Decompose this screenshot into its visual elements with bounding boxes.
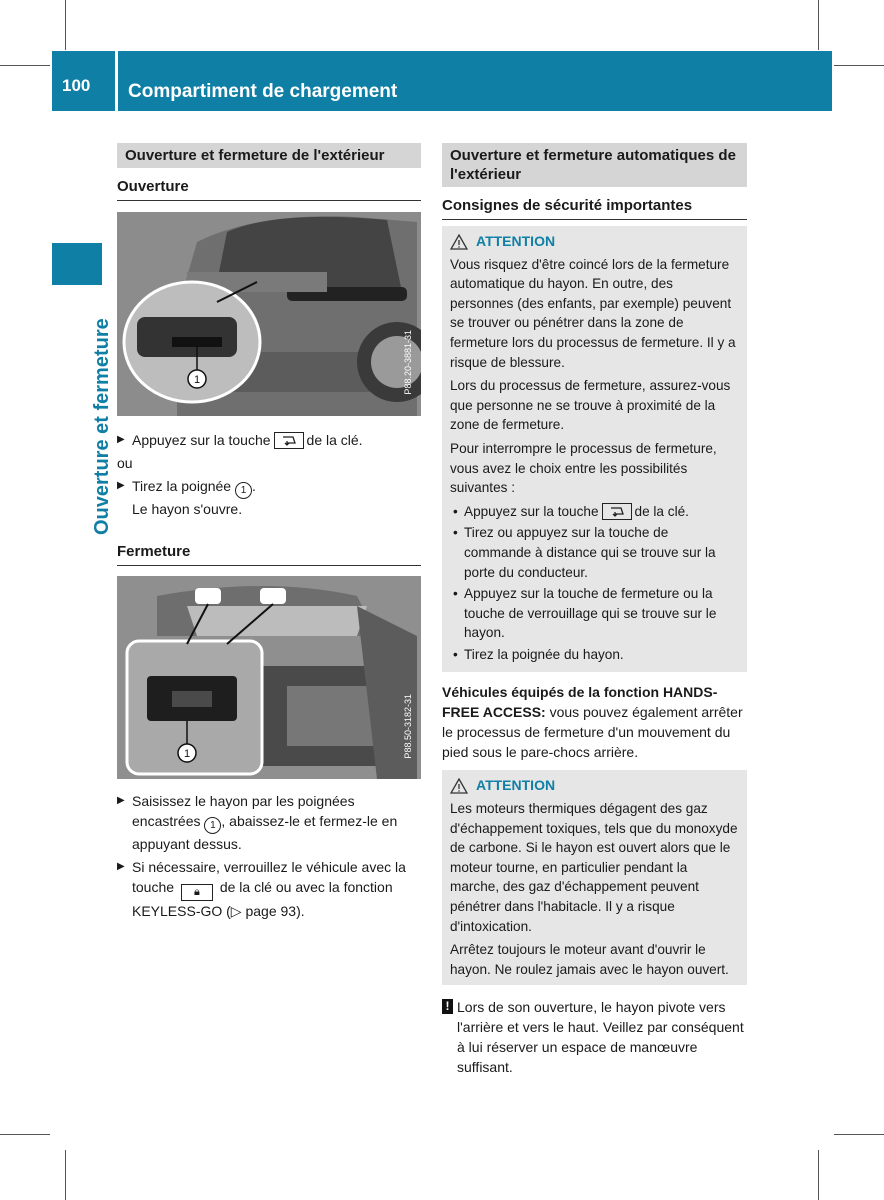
list-item: • Appuyez sur la touche de fermeture ou la touche de verrouillage qui se trouve sur le hayon.: [450, 584, 739, 643]
key-trunk-icon: [274, 432, 304, 449]
list-item: • Tirez ou appuyez sur la touche de commande à distance qui se trouve sur la porte du conducteur.: [450, 523, 739, 582]
crop-mark: [834, 65, 884, 66]
header-divider: [115, 51, 118, 111]
left-column: [117, 143, 421, 921]
key-trunk-icon: [602, 503, 632, 520]
right-column: [442, 143, 747, 1077]
note: [442, 997, 747, 1077]
svg-text:1: 1: [183, 748, 191, 760]
or-text: ou: [117, 455, 133, 471]
warning-triangle-icon: [450, 778, 468, 794]
figure-code: P88.50-3182-31: [403, 694, 413, 759]
note-text: Lors de son ouverture, le hayon pivote vers l'arrière et vers le haut. Veillez par conséquent à lui réserver un espace de manœuvre suffisant.: [457, 999, 744, 1076]
crop-mark: [834, 1134, 884, 1135]
opening-heading: Ouverture: [117, 177, 421, 201]
warning-text: Lors du processus de fermeture, assurez-vous que personne ne se trouve à proximité de la zone de fermeture.: [450, 378, 731, 433]
svg-text:1: 1: [193, 374, 201, 386]
open-tailgate-illustration: [117, 576, 421, 779]
car-rear-illustration: [117, 212, 421, 416]
step-item: ▶ Appuyez sur la touche de la clé.: [117, 430, 421, 450]
section-title: Ouverture et fermeture automatiques de l'extérieur: [442, 143, 747, 187]
crop-mark: [818, 1150, 819, 1200]
step-item: ▶ Si nécessaire, verrouillez le véhicule avec la touche 🔒︎ de la clé ou avec la fonction KEYLESS-GO (▷ page 93).: [117, 857, 421, 921]
warning-triangle-icon: [450, 234, 468, 250]
warning-box: [442, 226, 747, 672]
handsfree-paragraph: Véhicules équipés de la fonction HANDS-FREE ACCESS: vous pouvez également arrêter le processus de fermeture d'un mouvement du pied sous le pare-chocs arrière.: [442, 684, 743, 761]
warning-text: Les moteurs thermiques dégagent des gaz d'échappement toxiques, tels que du monoxyde de carbone. Si le hayon est ouvert alors que le moteur tourne, en particulier pendant la marche, des gaz d'échappement peuvent pénétrer dans l'habitacle. Il y a risque d'intoxication.: [450, 801, 738, 934]
note-exclamation-icon: !: [442, 999, 453, 1014]
lock-icon: 🔒︎: [181, 884, 213, 901]
callout-1-icon: 1: [204, 817, 221, 834]
safety-heading: Consignes de sécurité importantes: [442, 196, 747, 220]
callout-1-icon: 1: [235, 482, 252, 499]
page-number: 100: [62, 76, 91, 95]
warning-text: Vous risquez d'être coincé lors de la fermeture automatique du hayon. En outre, des personnes (des enfants, par exemple) peuvent se trouver ou pénétrer dans la zone de fermeture lors du processus de fermeture. Il y a risque de blessure.: [450, 256, 736, 370]
warning-title: ATTENTION: [450, 776, 739, 796]
page-title: Compartiment de chargement: [128, 81, 398, 102]
step-item: ▶ Tirez la poignée 1 . Le hayon s'ouvre.: [117, 476, 421, 519]
warning-title: ATTENTION: [450, 232, 739, 252]
warning-text: Arrêtez toujours le moteur avant d'ouvrir le hayon. Ne roulez jamais avec le hayon ouvert.: [450, 942, 729, 977]
warning-list: [450, 502, 739, 665]
list-item: • Tirez la poignée du hayon.: [450, 645, 739, 665]
crop-mark: [0, 1134, 50, 1135]
crop-mark: [65, 0, 66, 50]
list-item: • Appuyez sur la touche de la clé.: [450, 502, 739, 522]
figure-opening: [117, 212, 421, 416]
crop-mark: [0, 65, 50, 66]
crop-mark: [818, 0, 819, 50]
closing-steps: [117, 791, 421, 921]
side-tab: [52, 243, 102, 285]
figure-closing: [117, 576, 421, 779]
side-tab-label: Ouverture et fermeture: [91, 318, 113, 535]
step-item: ▶ Saisissez le hayon par les poignées encastrées 1 , abaissez-le et fermez-le en appuyant dessus.: [117, 791, 421, 854]
opening-steps: [117, 430, 421, 519]
warning-text: Pour interrompre le processus de fermeture, vous avez le choix entre les possibilités suivantes :: [450, 440, 717, 496]
figure-code: P88.20-3881-31: [403, 330, 413, 395]
warning-box: [442, 770, 747, 985]
closing-heading: Fermeture: [117, 542, 421, 566]
section-title: Ouverture et fermeture de l'extérieur: [117, 143, 421, 168]
crop-mark: [65, 1150, 66, 1200]
